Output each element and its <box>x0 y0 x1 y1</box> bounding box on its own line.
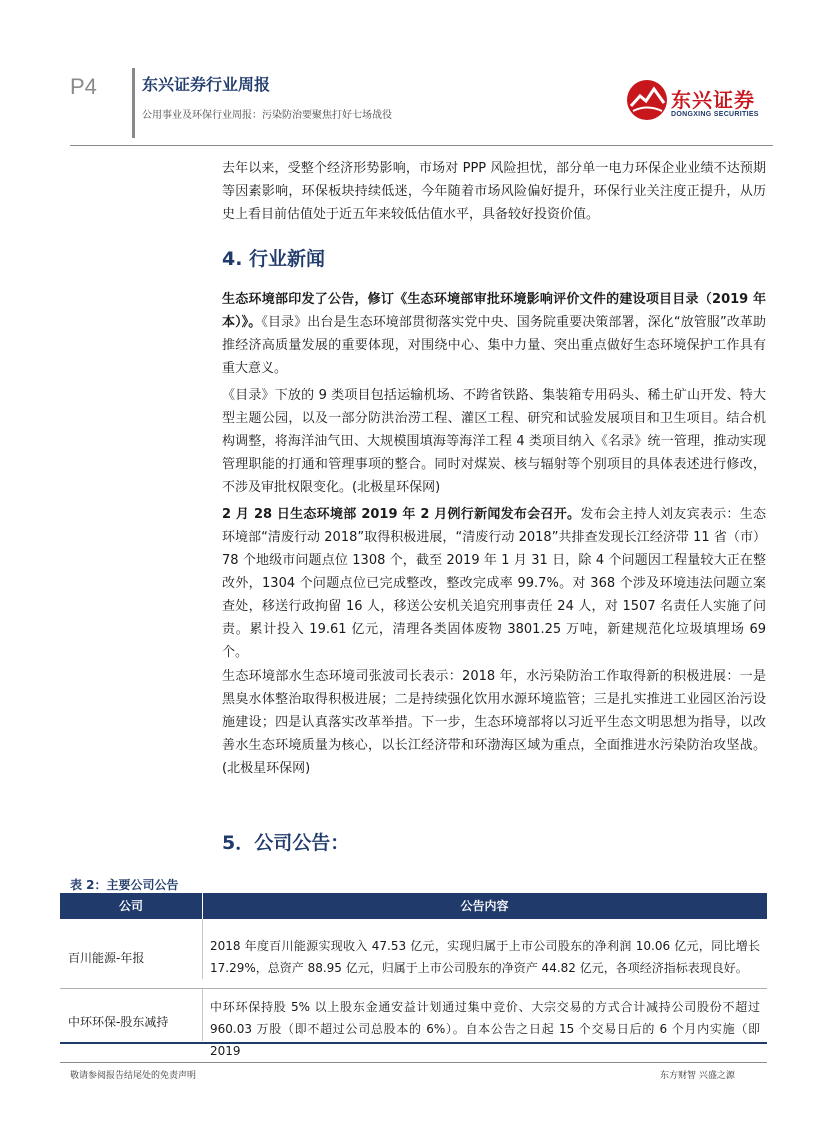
section-4-heading: 4. 行业新闻 <box>222 248 326 270</box>
row-content: 中环环保持股 5% 以上股东金通安益计划通过集中竞价、大宗交易的方式合计减持公司股份不超过 960.03 万股（即不超过公司总股本的 6%）。自本公告之日起 15 个交易日后的 6 个月内实施（即 2019 <box>210 1000 760 1058</box>
column-divider <box>202 919 203 979</box>
header-rule <box>70 145 773 146</box>
table-row <box>60 995 767 1058</box>
news-3-headline: 2 月 28 日生态环境部 2019 年 2 月例行新闻发布会召开。 <box>222 507 581 522</box>
logo-cn-text: 东兴证券 <box>671 88 755 112</box>
table-caption: 表 2：主要公司公告 <box>70 878 179 892</box>
table-row <box>60 929 767 989</box>
column-divider <box>202 989 203 1041</box>
news-paragraph-1 <box>222 288 766 380</box>
page-number: P4 <box>70 74 97 99</box>
footer-rule <box>60 1062 767 1063</box>
footer-slogan: 东方财智 兴盛之源 <box>660 1071 735 1081</box>
news-1-headline: 生态环境部印发了公告，修订《生态环境部审批环境影响评价文件的建设项目目录（2019 年本）》。 <box>222 292 766 330</box>
column-header-company: 公司 <box>118 899 143 913</box>
logo-en-text: DONGXING SECURITIES <box>671 111 759 118</box>
table-header <box>60 893 767 919</box>
row-content: 2018 年度百川能源实现收入 47.53 亿元，实现归属于上市公司股东的净利润 10.06 亿元，同比增长 17.29%，总资产 88.95 亿元，归属于上市公司股东的净资产 44.82 亿元，各项经济指标表现良好。 <box>210 939 760 975</box>
footer-disclaimer: 敬请参阅报告结尾处的免责声明 <box>70 1071 197 1081</box>
news-paragraph-3 <box>222 503 766 664</box>
report-subtitle: 公用事业及环保行业周报：污染防治要聚焦打好七场战役 <box>142 110 392 121</box>
table-bottom-rule <box>60 1042 767 1044</box>
news-paragraph-4: 生态环境部水生态环境司张波司长表示：2018 年，水污染防治工作取得新的积极进展：一是黑臭水体整治取得积极进展；二是持续强化饮用水源环境监管；三是扎实推进工业园区治污设施建设；四是认真落实改革举措。下一步，生态环境部将以习近平生态文明思想为指导，以改善水生态环境质量为核心，以长江经济带和环渤海区域为重点，全面推进水污染防治攻坚战。(北极星环保网) <box>222 669 766 776</box>
header-divider <box>132 68 135 138</box>
report-title: 东兴证券行业周报 <box>142 75 271 94</box>
news-1-text: 《目录》出台是生态环境部贯彻落实党中央、国务院重要决策部署，深化“放管服”改革助推经济高质量发展的重要体现，对围绕中心、集中力量、突出重点做好生态环境保护工作具有重大意义。 <box>222 315 766 376</box>
row-company: 百川能源-年报 <box>68 951 145 965</box>
news-3-text: 发布会主持人刘友宾表示：生态环境部“清废行动 2018”取得积极进展，“清废行动 2018”共排查发现长江经济带 11 省（市）78 个地级市问题点位 1308 个，截至 2019 年 1 月 31 日，除 4 个问题因工程量较大正在整改外，1304 个问题点位已完成整改，整改完成率 99.7%。对 368 个涉及环境违法问题立案查处，移送行政拘留 16 人，移送公安机关追究刑事责任 24 人，对 1507 名责任人实施了问责。累计投入 19.61 亿元，清理各类固体废物 3801.25 万吨，新建规范化垃圾填埋场 69 个。 <box>222 507 766 660</box>
row-divider <box>60 988 767 989</box>
row-company: 中环环保-股东减持 <box>68 1015 169 1029</box>
intro-paragraph: 去年以来，受整个经济形势影响，市场对 PPP 风险担忧，部分单一电力环保企业业绩不达预期等因素影响，环保板块持续低迷，今年随着市场风险偏好提升，环保行业关注度正提升，从历史上看目前估值处于近五年来较低估值水平，具备较好投资价值。 <box>222 161 766 222</box>
column-header-content: 公告内容 <box>460 899 509 913</box>
news-paragraph-2: 《目录》下放的 9 类项目包括运输机场、不跨省铁路、集装箱专用码头、稀土矿山开发、特大型主题公园，以及一部分防洪治涝工程、灌区工程、研究和试验发展项目和卫生项目。结合机构调整，将海洋油气田、大规模围填海等海洋工程 4 类项目纳入《名录》统一管理，推动实现管理职能的打通和管理事项的整合。同时对煤炭、核与辐射等个别项目的具体表述进行修改，不涉及审批权限变化。(北极星环保网) <box>222 388 766 495</box>
section-5-heading: 5．公司公告： <box>222 832 350 854</box>
